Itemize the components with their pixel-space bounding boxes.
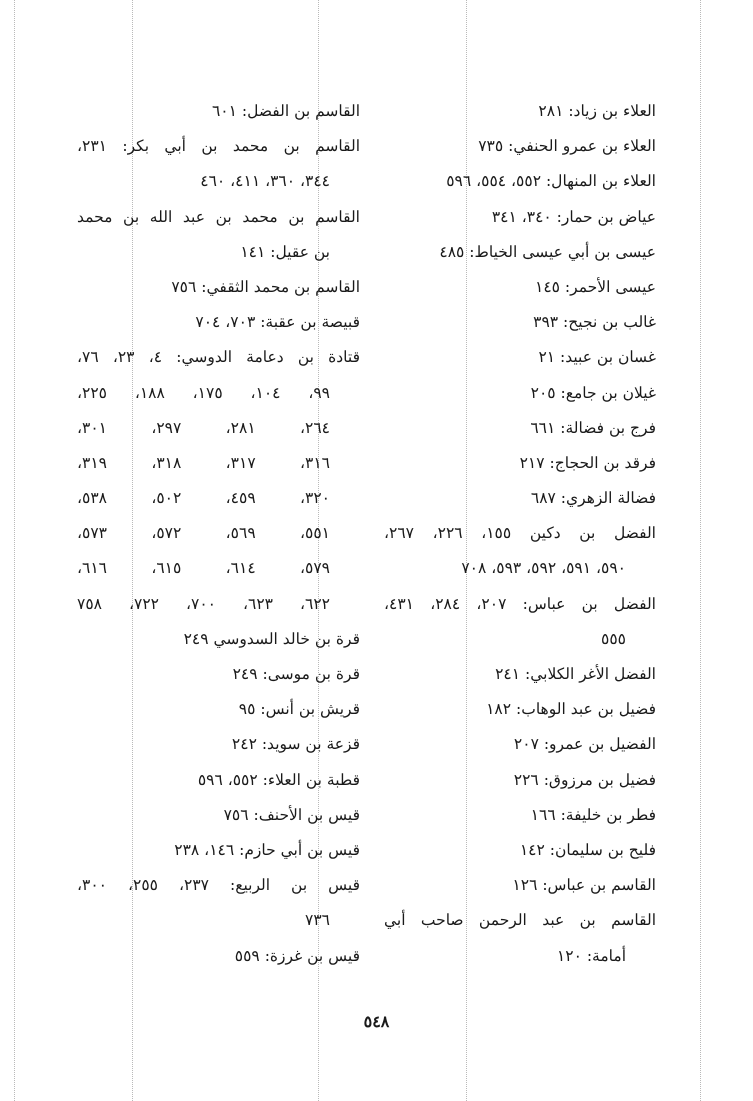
index-entry: فرقد بن الحجاج: ٢١٧	[519, 453, 656, 472]
index-entry: عيسى بن أبي عيسى الخياط: ٤٨٥	[439, 242, 656, 261]
index-entry: القاسم بن محمد بن عبد الله بن محمد	[77, 207, 360, 226]
index-entry: القاسم بن عبد الرحمن صاحب أبي	[384, 911, 656, 930]
index-entry-continuation: أمامة: ١٢٠	[556, 946, 626, 965]
index-entry: غسان بن عبيد: ٢١	[538, 348, 656, 367]
index-entry: عيسى الأحمر: ١٤٥	[535, 277, 656, 296]
index-entry-continuation: ٥٥١، ٥٦٩، ٥٧٢، ٥٧٣،	[77, 524, 330, 543]
index-entry: فرج بن فضالة: ٦٦١	[530, 418, 656, 437]
index-entry-continuation: ٣٢٠، ٤٥٩، ٥٠٢، ٥٣٨،	[77, 489, 330, 508]
index-entry: فطر بن خليفة: ١٦٦	[530, 805, 656, 824]
index-entry: الفضل بن دكين ١٥٥، ٢٢٦، ٢٦٧،	[384, 524, 656, 543]
index-entry: قزعة بن سويد: ٢٤٢	[231, 735, 360, 754]
index-entry: العلاء بن المنهال: ٥٥٢، ٥٥٤، ٥٩٦	[446, 172, 656, 191]
index-entry: القاسم بن محمد بن أبي بكر: ٢٣١،	[77, 137, 360, 156]
index-entry-continuation: ٧٣٦	[305, 911, 330, 930]
page-number: ٥٤٨	[363, 1012, 390, 1031]
index-entry: القاسم بن الفضل: ٦٠١	[211, 102, 360, 120]
scan-edge-dots	[14, 0, 15, 1101]
index-entry: غيلان بن جامع: ٢٠٥	[530, 383, 656, 402]
index-entry: قرة بن خالد السدوسي ٢٤٩	[183, 629, 360, 648]
index-entry: قيس بن الأحنف: ٧٥٦	[223, 805, 360, 824]
index-entry-continuation: ٩٩، ١٠٤، ١٧٥، ١٨٨، ٢٢٥،	[77, 383, 330, 402]
index-entry: قتادة بن دعامة الدوسي: ٤، ٢٣، ٧٦،	[77, 348, 360, 367]
index-entry-continuation: ٥٧٩، ٦١٤، ٦١٥، ٦١٦،	[77, 559, 330, 578]
index-column-left	[77, 94, 360, 974]
index-entry: القاسم بن عباس: ١٢٦	[512, 876, 656, 895]
index-entry: العلاء بن زياد: ٢٨١	[538, 102, 656, 120]
index-entry: غالب بن نجيح: ٣٩٣	[533, 313, 656, 332]
index-entry: فضالة الزهري: ٦٨٧	[530, 489, 656, 508]
index-entry: القاسم بن محمد الثقفي: ٧٥٦	[171, 277, 360, 296]
index-entry: قيس بن أبي حازم: ١٤٦، ٢٣٨	[174, 840, 360, 859]
index-entry: قيس بن غرزة: ٥٥٩	[234, 946, 360, 965]
index-entry: فليح بن سليمان: ١٤٢	[519, 840, 656, 859]
index-entry: قطبة بن العلاء: ٥٥٢، ٥٩٦	[197, 770, 360, 789]
index-entry: عياض بن حمار: ٣٤٠، ٣٤١	[491, 207, 656, 226]
index-entry: فضيل بن عبد الوهاب: ١٨٢	[486, 700, 656, 719]
index-entry: قيس بن الربيع: ٢٣٧، ٢٥٥، ٣٠٠،	[77, 876, 360, 895]
index-entry: الفضل بن عباس: ٢٠٧، ٢٨٤، ٤٣١،	[384, 594, 656, 613]
index-entry: الفضل الأغر الكلابي: ٢٤١	[495, 665, 656, 683]
index-entry: فضيل بن مرزوق: ٢٢٦	[513, 770, 656, 789]
index-entry-continuation: ٦٢٢، ٦٢٣، ٧٠٠، ٧٢٢، ٧٥٨	[77, 594, 330, 613]
index-entry: قرة بن موسى: ٢٤٩	[232, 665, 360, 683]
index-entry: الفضيل بن عمرو: ٢٠٧	[513, 735, 656, 754]
index-column-right	[384, 94, 656, 974]
index-entry-continuation: ٣١٦، ٣١٧، ٣١٨، ٣١٩،	[77, 453, 330, 472]
scan-edge-dots	[700, 0, 701, 1101]
index-entry-continuation: ٥٥٥	[601, 629, 626, 648]
index-entry-continuation: ٥٩٠، ٥٩١، ٥٩٢، ٥٩٣، ٧٠٨	[461, 559, 626, 578]
index-entry-continuation: بن عقيل: ١٤١	[240, 242, 330, 261]
index-entry-continuation: ٢٦٤، ٢٨١، ٢٩٧، ٣٠١،	[77, 418, 330, 437]
index-entry-continuation: ٣٤٤، ٣٦٠، ٤١١، ٤٦٠	[200, 172, 330, 191]
index-entry: قريش بن أنس: ٩٥	[238, 700, 360, 719]
index-entry: قبيصة بن عقبة: ٧٠٣، ٧٠٤	[195, 313, 360, 332]
index-entry: العلاء بن عمرو الحنفي: ٧٣٥	[478, 137, 656, 156]
